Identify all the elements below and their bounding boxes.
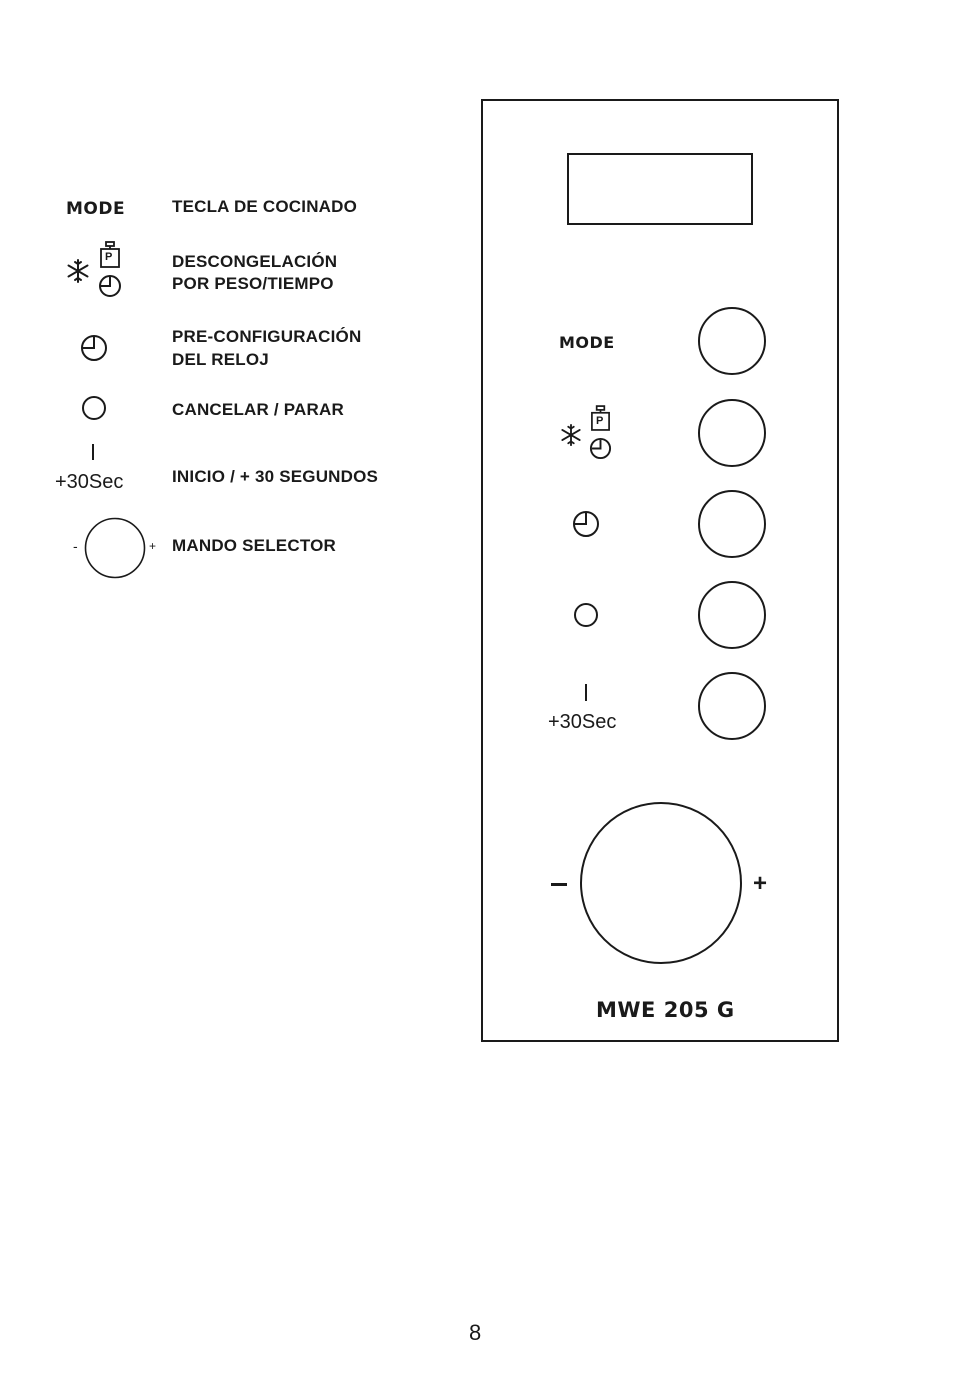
start-icon-label: +30Sec: [55, 471, 124, 493]
defrost-button[interactable]: [698, 399, 766, 467]
mode-icon: MODE: [66, 199, 126, 219]
legend-stop-label: CANCELAR / PARAR: [172, 400, 344, 419]
legend-defrost-label-line2: POR PESO/TIEMPO: [172, 274, 334, 293]
legend-defrost-label-line1: DESCONGELACIÓN: [172, 252, 338, 271]
clock-icon: [589, 437, 612, 460]
clock-icon: [98, 274, 122, 298]
display-screen: [567, 153, 753, 225]
legend-knob-label: MANDO SELECTOR: [172, 536, 336, 555]
start-button[interactable]: [698, 672, 766, 740]
start-icon: [92, 444, 94, 460]
panel-start-label: +30Sec: [548, 711, 617, 733]
mode-button[interactable]: [698, 307, 766, 375]
knob-minus-small: -: [73, 538, 78, 554]
weight-icon-letter: P: [105, 251, 113, 263]
snowflake-icon: [560, 424, 582, 446]
model-name: MWE 205 G: [596, 998, 735, 1022]
clock-button[interactable]: [698, 490, 766, 558]
selector-knob-icon: [84, 517, 146, 579]
knob-plus-small: +: [149, 539, 157, 553]
stop-button[interactable]: [698, 581, 766, 649]
knob-plus-label: +: [753, 870, 768, 897]
snowflake-icon: [66, 259, 90, 283]
knob-minus-sign: [551, 883, 567, 886]
panel-mode-label: MODE: [559, 333, 615, 352]
stop-icon: [81, 395, 107, 421]
weight-icon-letter: P: [596, 415, 604, 427]
selector-knob[interactable]: [580, 802, 742, 964]
clock-icon: [80, 334, 108, 362]
legend-clock-label-line1: PRE-CONFIGURACIÓN: [172, 327, 362, 346]
legend-start-label: INICIO / + 30 SEGUNDOS: [172, 467, 379, 486]
legend-mode-label: TECLA DE COCINADO: [172, 197, 358, 216]
page-number: 8: [469, 1320, 482, 1345]
start-icon: [585, 684, 587, 701]
stop-icon: [573, 602, 599, 628]
legend-clock-label-line2: DEL RELOJ: [172, 350, 269, 369]
clock-icon: [572, 510, 600, 538]
